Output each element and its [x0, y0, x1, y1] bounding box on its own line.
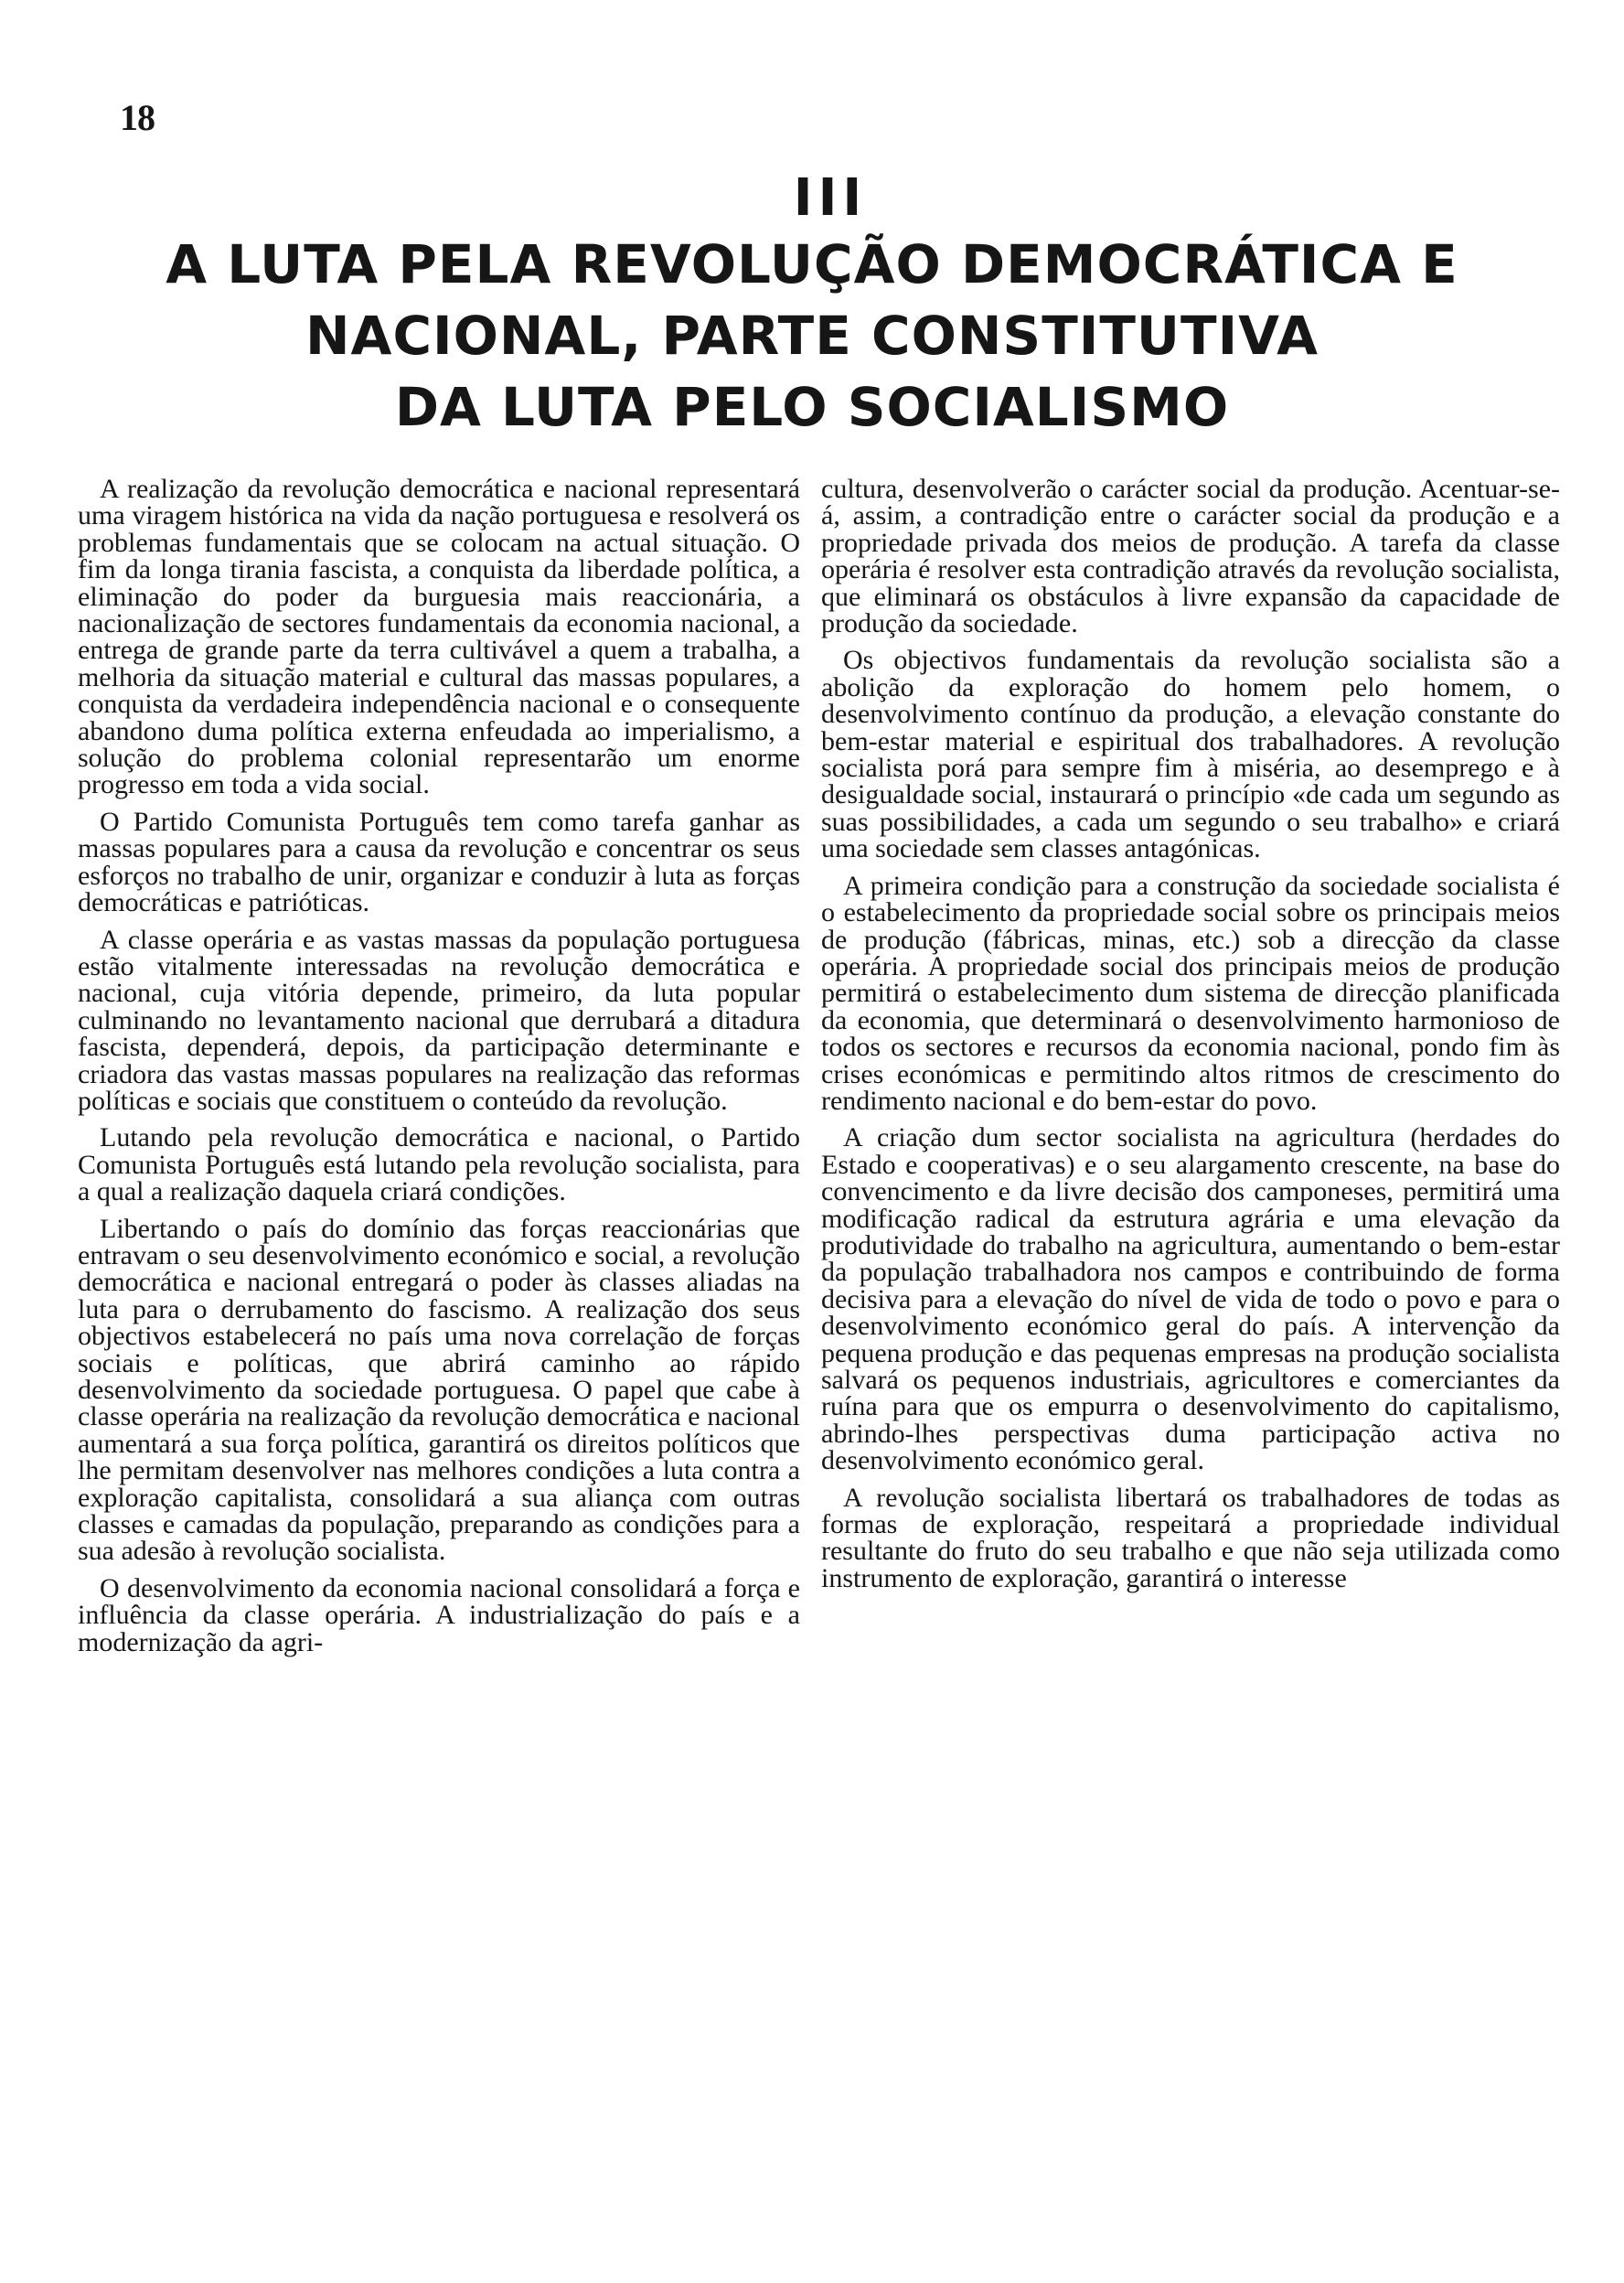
- paragraph: Libertando o país do domínio das forças reaccionárias que entravam o seu desenvolvimento económico e social, a revolução democrática e nacional entregará o poder às classes aliadas na luta para o derrubamento do fascismo. A realização dos seus objectivos estabelecerá no país uma nova correlação de forças sociais e políticas, que abrirá caminho ao rápido desenvolvimento da sociedade portuguesa. O papel que cabe à classe operária na realização da revolução democrática e nacional aumentará a sua força política, garantirá os direitos políticos que lhe permitam desenvolver nas melhores condições a luta contra a exploração capitalista, consolidará a sua aliança com outras classes e camadas da população, preparando as condições para a sua adesão à revolução socialista.: [78, 1213, 800, 1567]
- page-number: 18: [120, 97, 155, 138]
- chapter-title-line: DA LUTA PELO SOCIALISMO: [394, 376, 1230, 438]
- paragraph: O desenvolvimento da economia nacional consolidará a força e influência da classe operária. A industrialização do país e a modernização da agri-: [78, 1572, 800, 1657]
- paragraph: Os objectivos fundamentais da revolução socialista são a abolição da exploração do homem pelo homem, o desenvolvimento contínuo da produção, a elevação constante do bem-estar material e espiritual dos trabalhadores. A revolução socialista porá para sempre fim à miséria, ao desemprego e à desigualdade social, instaurará o princípio «de cada um segundo as suas possibilidades, a cada um segundo o seu trabalho» e criará uma sociedade sem classes antagónicas.: [821, 645, 1560, 864]
- right-column: [821, 476, 1560, 1602]
- paragraph: Lutando pela revolução democrática e nacional, o Partido Comunista Português está lutando pela revolução socialista, para a qual a realização daquela criará condições.: [78, 1122, 800, 1207]
- paragraph: A primeira condição para a construção da sociedade socialista é o estabelecimento da propriedade social sobre os principais meios de produção (fábricas, minas, etc.) sob a direcção da classe operária. A propriedade social dos principais meios de produção permitirá o estabelecimento dum sistema de direcção planificada da economia, que determinará o desenvolvimento harmonioso de todos os sectores e recursos da economia nacional, pondo fim às crises económicas e permitindo altos ritmos de crescimento do rendimento nacional e do bem-estar do povo.: [821, 870, 1560, 1116]
- paragraph: O Partido Comunista Português tem como tarefa ganhar as massas populares para a causa da revolução e concentrar os seus esforços no trabalho de unir, organizar e conduzir à luta as forças democráticas e patrióticas.: [78, 806, 800, 918]
- paragraph: A realização da revolução democrática e nacional representará uma viragem histórica na vida da nação portuguesa e resolverá os problemas fundamentais que se colocam na actual situação. O fim da longa tirania fascista, a conquista da liberdade política, a eliminação do poder da burguesia mais reaccionária, a nacionalização de sectores fundamentais da economia nacional, a entrega de grande parte da terra cultivável a quem a trabalha, a melhoria da situação material e cultural das massas populares, a conquista da verdadeira independência nacional e o consequente abandono duma política externa enfeudada ao imperialismo, a solução do problema colonial representarão um enorme progresso em toda a vida social.: [78, 474, 800, 800]
- paragraph: cultura, desenvolverão o carácter social da produção. Acentuar-se-á, assim, a contradição entre o carácter social da produção e a propriedade privada dos meios de produção. A tarefa da classe operária é resolver esta contradição através da revolução socialista, que eliminará os obstáculos à livre expansão da capacidade de produção da sociedade.: [821, 474, 1560, 639]
- paragraph: A classe operária e as vastas massas da população portuguesa estão vitalmente interessadas na revolução democrática e nacional, cuja vitória depende, primeiro, da luta popular culminando no levantamento nacional que derrubará a ditadura fascista, dependerá, depois, da participação determinante e criadora das vastas massas populares na realização das reformas políticas e sociais que constituem o conteúdo da revolução.: [78, 924, 800, 1116]
- chapter-title-line: NACIONAL, PARTE CONSTITUTIVA: [305, 305, 1319, 367]
- paragraph: A revolução socialista libertará os trabalhadores de todas as formas de exploração, respeitará a propriedade individual resultante do fruto do seu trabalho e que não seja utilizada como instrumento de exploração, garantirá o interesse: [821, 1482, 1560, 1593]
- paragraph: A criação dum sector socialista na agricultura (herdades do Estado e cooperativas) e o seu alargamento crescente, na base do convencimento e da livre decisão dos camponeses, permitirá uma modificação radical da estrutura agrária e uma elevação da produtividade do trabalho na agricultura, aumentando o bem-estar da população trabalhadora nos campos e contribuindo de forma decisiva para a elevação do nível de vida de todo o povo e para o desenvolvimento económico geral do país. A intervenção da pequena produção e das pequenas empresas na produção socialista salvará os pequenos industriais, agricultores e comerciantes da ruína para que os empurra o desenvolvimento do capitalismo, abrindo-lhes perspectivas duma participação activa no desenvolvimento económico geral.: [821, 1122, 1560, 1476]
- chapter-number: III: [793, 168, 868, 228]
- left-column: [78, 476, 800, 1666]
- chapter-title-line: A LUTA PELA REVOLUÇÃO DEMOCRÁTICA E: [166, 233, 1458, 295]
- chapter-title: [91, 229, 1533, 443]
